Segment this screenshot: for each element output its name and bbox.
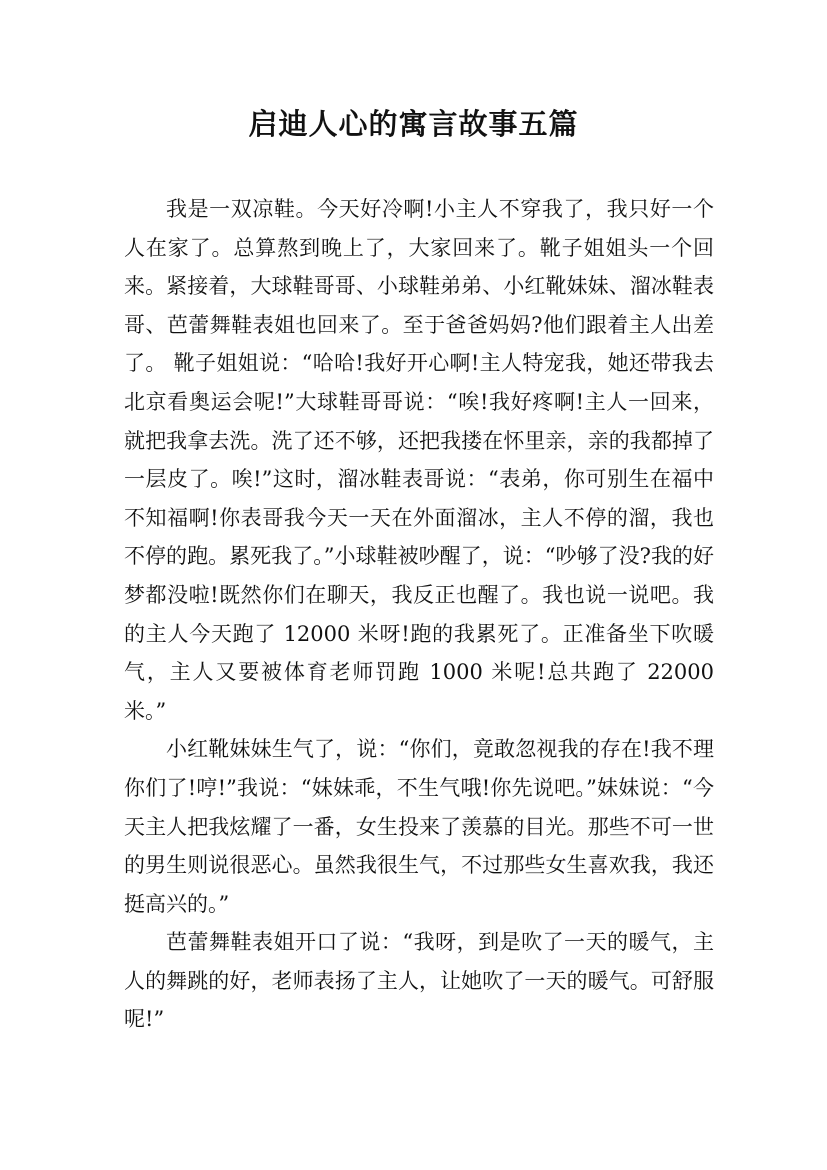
document-body	[124, 190, 714, 1039]
paragraph-3: 芭蕾舞鞋表姐开口了说：“我呀，到是吹了一天的暖气，主人的舞跳的好，老师表扬了主人，让她吹了一天的暖气。可舒服呢!”	[124, 930, 714, 1032]
paragraph-2: 小红靴妹妹生气了，说：“你们，竟敢忽视我的存在!我不理你们了!哼!”我说：“妹妹乖，不生气哦!你先说吧。”妹妹说：“今天主人把我炫耀了一番，女生投来了羡慕的目光。那些不可一世的男生则说很恶心。虽然我很生气，不过那些女生喜欢我，我还挺高兴的。”	[124, 737, 714, 916]
paragraph-1: 我是一双凉鞋。今天好冷啊!小主人不穿我了，我只好一个人在家了。总算熬到晚上了，大家回来了。靴子姐姐头一个回来。紧接着，大球鞋哥哥、小球鞋弟弟、小红靴妹妹、溜冰鞋表哥、芭蕾舞鞋表姐也回来了。至于爸爸妈妈?他们跟着主人出差了。 靴子姐姐说：“哈哈!我好开心啊!主人特宠我，她还带我去北京看奥运会呢!”大球鞋哥哥说：“唉!我好疼啊!主人一回来，就把我拿去洗。洗了还不够，还把我搂在怀里亲，亲的我都掉了一层皮了。唉!”这时，溜冰鞋表哥说：“表弟，你可别生在福中不知福啊!你表哥我今天一天在外面溜冰，主人不停的溜，我也不停的跑。累死我了。”小球鞋被吵醒了，说：“吵够了没?我的好梦都没啦!既然你们在聊天，我反正也醒了。我也说一说吧。我的主人今天跑了 12000 米呀!跑的我累死了。正准备坐下吹暖气，主人又要被体育老师罚跑 1000 米呢!总共跑了 22000 米。”	[124, 197, 714, 723]
document-title: 启迪人心的寓言故事五篇	[248, 107, 579, 141]
